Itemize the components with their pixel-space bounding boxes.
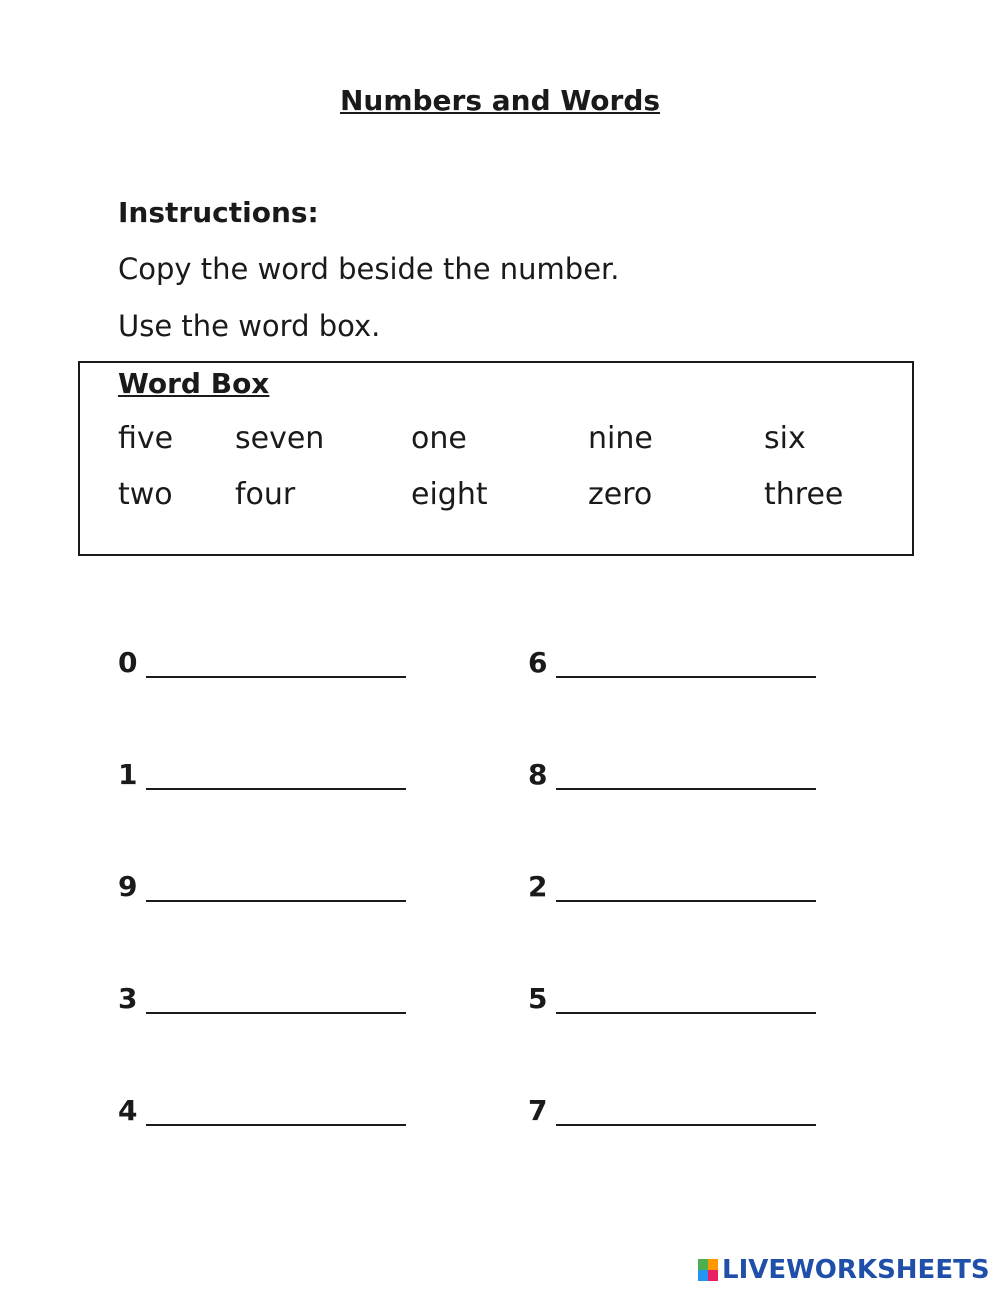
exercise-number: 8: [528, 758, 548, 791]
exercise-number: 6: [528, 646, 548, 679]
exercise-number: 4: [118, 1094, 138, 1127]
logo-square: [708, 1270, 718, 1281]
word-box-word: three: [764, 477, 844, 512]
instruction-line-2: Use the word box.: [118, 309, 381, 343]
word-box-word: seven: [235, 421, 325, 456]
instructions-heading: Instructions:: [118, 196, 319, 229]
answer-blank[interactable]: [146, 900, 406, 902]
word-box-word: five: [118, 421, 174, 456]
exercise-number: 1: [118, 758, 138, 791]
exercise-number: 7: [528, 1094, 548, 1127]
answer-blank[interactable]: [556, 676, 816, 678]
logo-square: [698, 1270, 708, 1281]
word-box-word: nine: [588, 421, 653, 456]
instruction-line-1: Copy the word beside the number.: [118, 252, 620, 286]
logo-square: [698, 1259, 708, 1270]
exercise-number: 0: [118, 646, 138, 679]
answer-blank[interactable]: [146, 676, 406, 678]
logo-mark-icon: [698, 1259, 718, 1281]
word-box-word: zero: [588, 477, 653, 512]
answer-blank[interactable]: [146, 788, 406, 790]
exercise-number: 9: [118, 870, 138, 903]
answer-blank[interactable]: [146, 1124, 406, 1126]
word-box-word: four: [235, 477, 296, 512]
word-box-word: two: [118, 477, 173, 512]
word-box-title: Word Box: [118, 367, 270, 400]
answer-blank[interactable]: [146, 1012, 406, 1014]
liveworksheets-logo: [698, 1254, 990, 1286]
exercise-number: 2: [528, 870, 548, 903]
word-box-word: six: [764, 421, 806, 456]
answer-blank[interactable]: [556, 1012, 816, 1014]
logo-text: LIVEWORKSHEETS: [722, 1255, 990, 1285]
word-box: [78, 361, 914, 556]
exercise-number: 5: [528, 982, 548, 1015]
page-title: Numbers and Words: [339, 84, 661, 117]
logo-square: [708, 1259, 718, 1270]
answer-blank[interactable]: [556, 900, 816, 902]
answer-blank[interactable]: [556, 788, 816, 790]
exercise-number: 3: [118, 982, 138, 1015]
word-box-word: eight: [411, 477, 488, 512]
word-box-word: one: [411, 421, 467, 456]
answer-blank[interactable]: [556, 1124, 816, 1126]
